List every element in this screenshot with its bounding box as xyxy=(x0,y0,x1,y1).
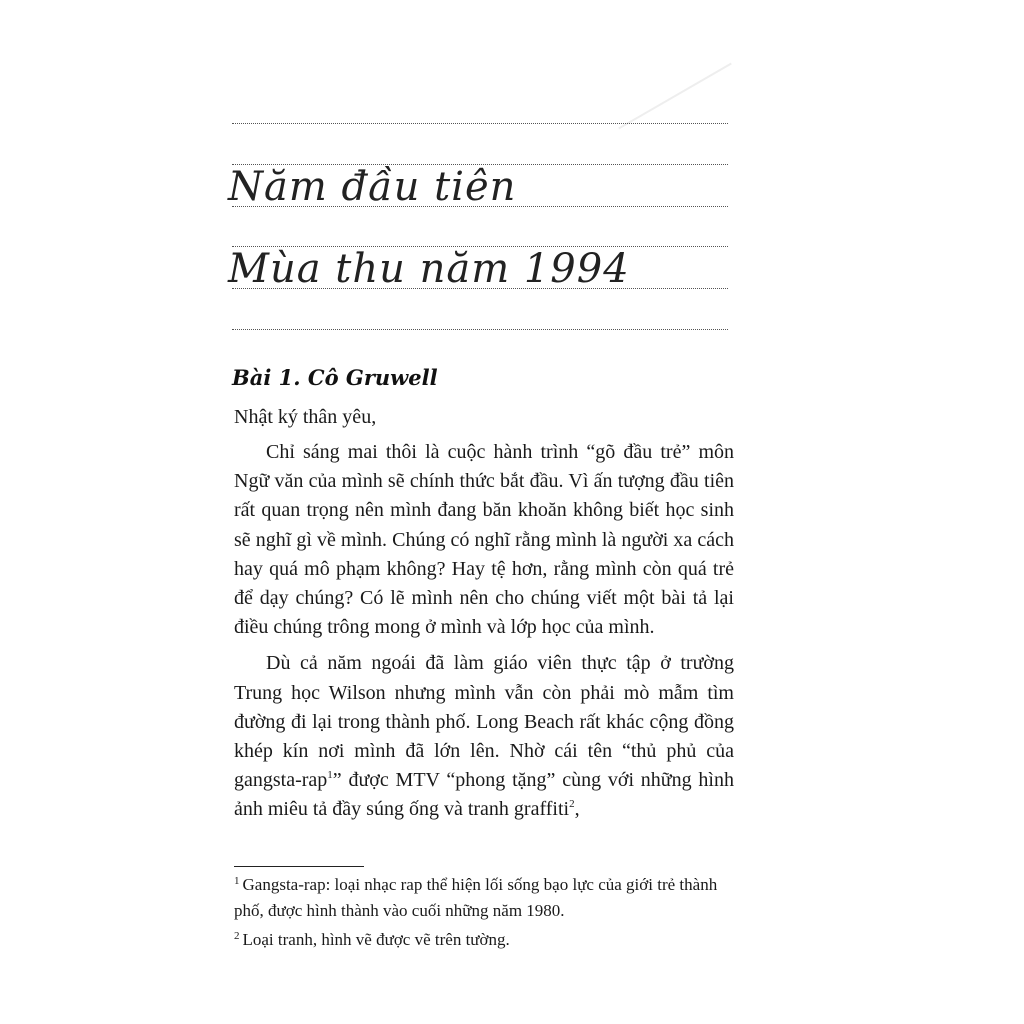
paragraph-2-part-a: Dù cả năm ngoái đã làm giáo viên thực tập ở trường Trung học Wilson nhưng mình vẫn còn phải mò mẫm tìm đường đi lại trong thành phố. Long Beach rất khác cộng đồng khép kín nơi mình đã lớn lên. Nhờ cái tên “thủ phủ của gangsta-rap xyxy=(234,652,734,792)
paragraph-2 xyxy=(234,649,734,824)
footnote-2 xyxy=(234,928,734,954)
footnote-number: 1 xyxy=(234,875,240,887)
footnote-divider xyxy=(234,866,364,867)
chapter-subtitle: Mùa thu năm 1994 xyxy=(228,246,630,292)
footnote-ref-1: 1 xyxy=(327,768,333,781)
footnote-text: Loại tranh, hình vẽ được vẽ trên tường. xyxy=(242,930,510,949)
footnote-1 xyxy=(234,873,734,923)
body-text xyxy=(234,438,734,825)
footnote-number: 2 xyxy=(234,930,240,942)
lesson-heading: Bài 1. Cô Gruwell xyxy=(232,365,438,390)
footnote-text: Gangsta-rap: loại nhạc rap thể hiện lối sống bạo lực của giới trẻ thành phố, được hình thành vào cuối những năm 1980. xyxy=(234,875,718,920)
diary-salutation: Nhật ký thân yêu, xyxy=(234,406,377,428)
paragraph-2-part-b: ” được MTV “phong tặng” cùng với những hình ảnh miêu tả đầy súng ống và tranh graffiti xyxy=(234,769,734,821)
paragraph-1: Chỉ sáng mai thôi là cuộc hành trình “gõ đầu trẻ” môn Ngữ văn của mình sẽ chính thức bắt đầu. Vì ấn tượng đầu tiên rất quan trọng nên mình đang băn khoăn không biết học sinh sẽ nghĩ gì về mình. Chúng có nghĩ rằng mình là người xa cách hay quá mô phạm không? Hay tệ hơn, rằng mình còn quá trẻ để dạy chúng? Có lẽ mình nên cho chúng viết một bài tả lại điều chúng trông mong ở mình và lớp học của mình. xyxy=(234,441,734,639)
show-through-mark xyxy=(618,63,732,130)
chapter-title: Năm đầu tiên xyxy=(228,164,517,210)
footnotes xyxy=(234,873,734,954)
footnote-ref-2: 2 xyxy=(569,797,575,810)
ruled-line xyxy=(232,329,728,330)
ruled-line xyxy=(232,123,728,124)
paragraph-2-part-c: , xyxy=(574,798,580,821)
